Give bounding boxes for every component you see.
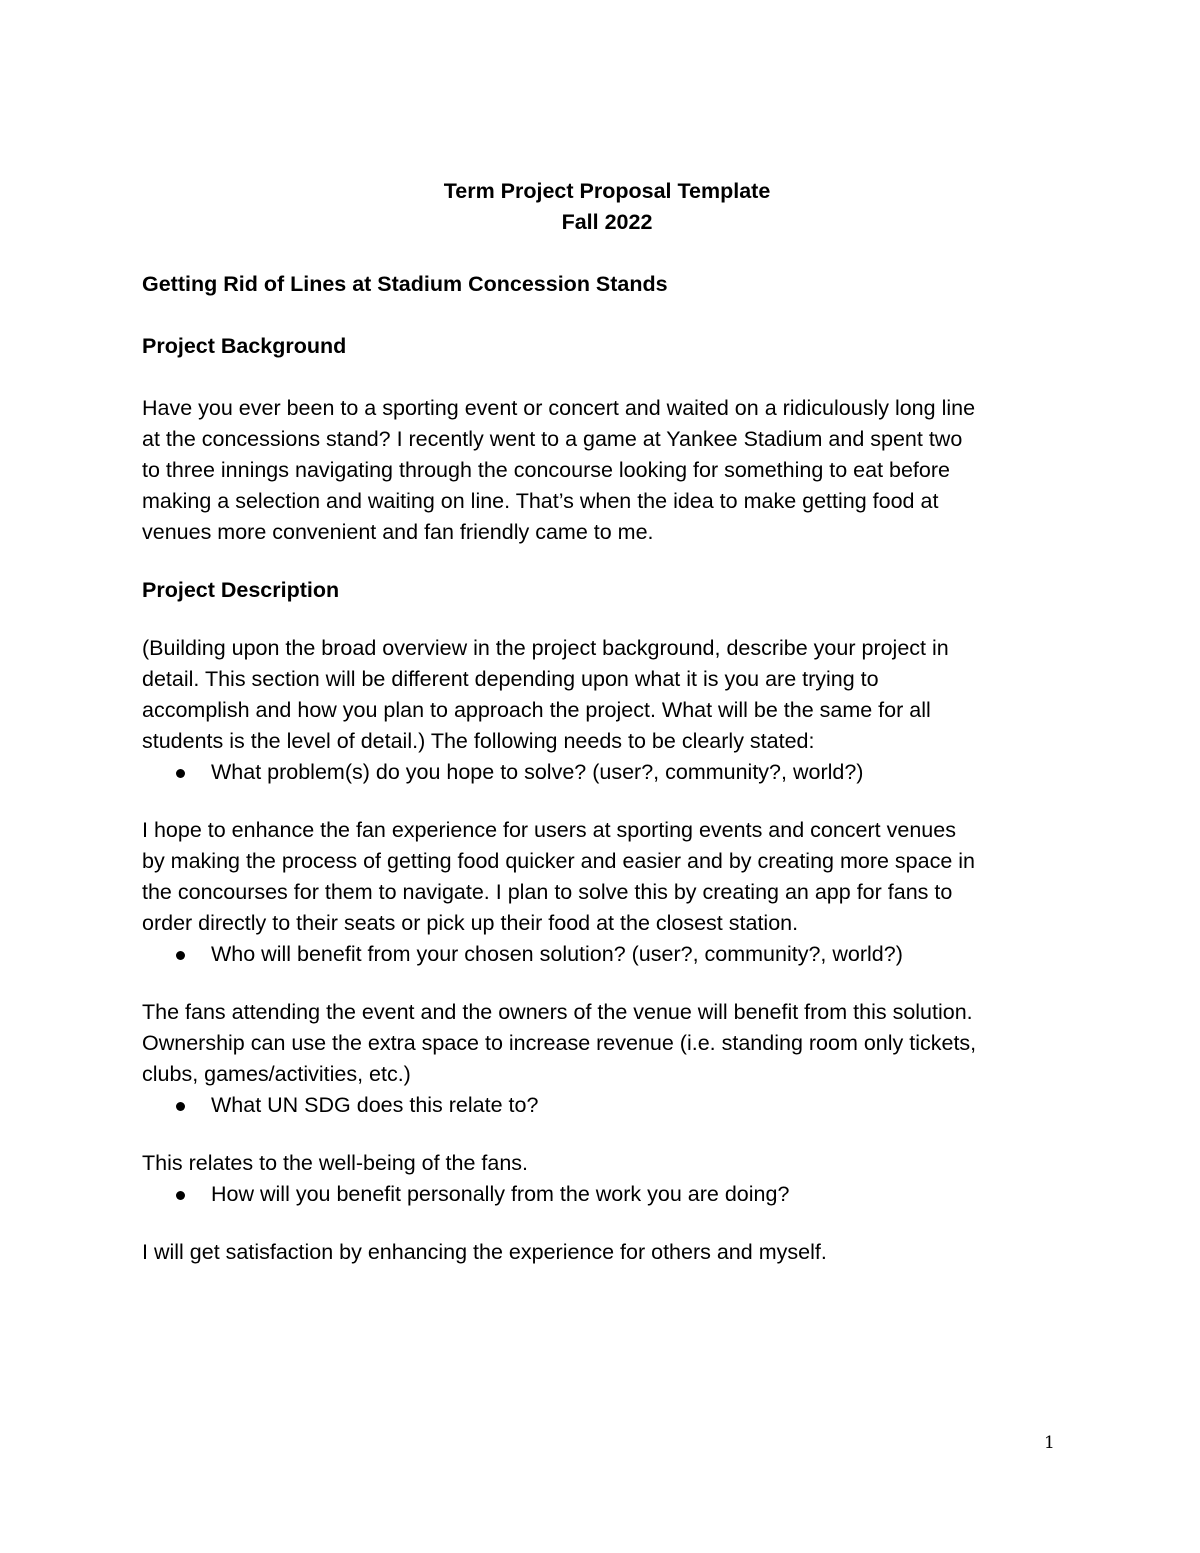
project-title: Getting Rid of Lines at Stadium Concession Stands (142, 272, 668, 296)
bullet-question (142, 1090, 1072, 1121)
description-heading: Project Description (142, 578, 340, 602)
paragraph-line: making a selection and waiting on line. That’s when the idea to make getting food at (142, 489, 939, 513)
bullet-question-text: Who will benefit from your chosen solution? (user?, community?, world?) (211, 942, 903, 966)
answer-paragraph (142, 1237, 1072, 1268)
paragraph-line: clubs, games/activities, etc.) (142, 1062, 411, 1086)
paragraph-line: students is the level of detail.) The following needs to be clearly stated: (142, 729, 815, 753)
paragraph-line: Have you ever been to a sporting event or concert and waited on a ridiculously long line (142, 396, 976, 420)
paragraph-line: Ownership can use the extra space to increase revenue (i.e. standing room only tickets, (142, 1031, 977, 1055)
page-number: 1 (1044, 1433, 1055, 1453)
bullet-icon (176, 951, 185, 960)
document-body (142, 176, 1072, 1268)
paragraph-line: venues more convenient and fan friendly came to me. (142, 520, 654, 544)
answer-paragraph (142, 815, 1072, 939)
answer-paragraph (142, 1148, 1072, 1179)
description-intro (142, 633, 1072, 757)
background-paragraph (142, 393, 1072, 548)
document-title: Term Project Proposal Template (443, 179, 771, 203)
paragraph-line: to three innings navigating through the concourse looking for something to eat before (142, 458, 950, 482)
paragraph-line: by making the process of getting food quicker and easier and by creating more space in (142, 849, 976, 873)
paragraph-line: the concourses for them to navigate. I plan to solve this by creating an app for fans to (142, 880, 953, 904)
paragraph-line: detail. This section will be different depending upon what it is you are trying to (142, 667, 879, 691)
bullet-icon (176, 769, 185, 778)
background-heading: Project Background (142, 334, 347, 358)
paragraph-line: The fans attending the event and the owners of the venue will benefit from this solution. (142, 1000, 973, 1024)
paragraph-line: (Building upon the broad overview in the project background, describe your project in (142, 636, 949, 660)
bullet-question-text: What problem(s) do you hope to solve? (user?, community?, world?) (211, 760, 864, 784)
paragraph-line: I hope to enhance the fan experience for users at sporting events and concert venues (142, 818, 956, 842)
answer-paragraph (142, 997, 1072, 1090)
paragraph-line: I will get satisfaction by enhancing the experience for others and myself. (142, 1240, 827, 1264)
paragraph-line: at the concessions stand? I recently went to a game at Yankee Stadium and spent two (142, 427, 963, 451)
paragraph-line: order directly to their seats or pick up their food at the closest station. (142, 911, 799, 935)
paragraph-line: This relates to the well-being of the fans. (142, 1151, 529, 1175)
bullet-question (142, 1179, 1072, 1210)
bullet-question (142, 757, 1072, 788)
bullet-icon (176, 1102, 185, 1111)
bullet-icon (176, 1191, 185, 1200)
bullet-question-text: How will you benefit personally from the work you are doing? (211, 1182, 790, 1206)
document-term: Fall 2022 (561, 210, 653, 234)
paragraph-line: accomplish and how you plan to approach the project. What will be the same for all (142, 698, 931, 722)
bullet-question (142, 939, 1072, 970)
bullet-question-text: What UN SDG does this relate to? (211, 1093, 539, 1117)
